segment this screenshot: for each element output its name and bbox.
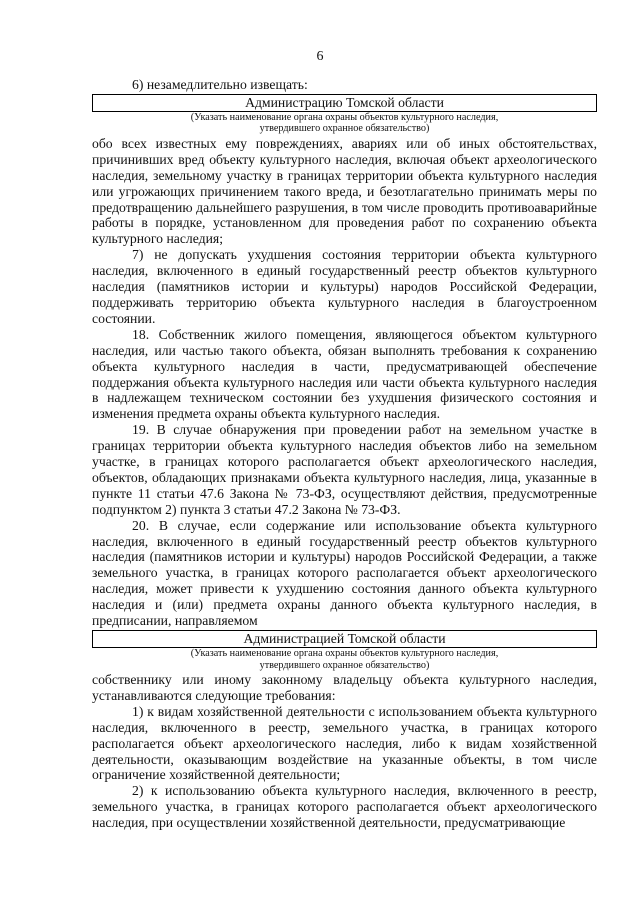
authority-field-2[interactable]: Администрацией Томской области bbox=[92, 630, 597, 648]
paragraph-19: 19. В случае обнаружения при проведении работ на земельном участке в границах территории объекта культурного наследия объектов либо на земельном участке, в границах которого располагается объект археологического наследия, объектов, обладающих признаками объекта культурного наследия, лица, указанные в пункте 11 статьи 47.6 Закона № 73-ФЗ, осуществляют действия, предусмотренные подпунктом 2) пункта 3 статьи 47.2 Закона № 73-ФЗ. bbox=[92, 422, 597, 517]
caption-line: (Указать наименование органа охраны объектов культурного наследия, bbox=[190, 111, 499, 123]
caption-line: утвердившего охранное обязательство) bbox=[259, 659, 430, 671]
authority-field-1[interactable]: Администрацию Томской области bbox=[92, 94, 597, 112]
authority-field-2-caption bbox=[92, 648, 597, 671]
paragraph-20-continuation: собственнику или иному законному владельцу объекта культурного наследия, устанавливаются следующие требования: bbox=[92, 672, 597, 703]
document-body bbox=[92, 77, 597, 831]
item-6-body: обо всех известных ему повреждениях, авариях или об иных обстоятельствах, причинивших вред объекту культурного наследия, включая объект археологического наследия, земельному участку в границах территории объекта культурного наследия или угрожающих причинением такого вреда, и безотлагательно принимать меры по предотвращению дальнейшего разрушения, в том числе проводить противоаварийные работы в порядке, установленном для проведения работ по сохранению объекта культурного наследия; bbox=[92, 135, 597, 247]
authority-field-1-caption bbox=[92, 112, 597, 135]
paragraph-20: 20. В случае, если содержание или использование объекта культурного наследия, включенного в единый государственный реестр объектов культурного наследия (памятников истории и культуры) народов Российской Федерации, а также земельного участка, в границах которого располагается объект археологического наследия, может привести к ухудшению состояния данного объекта культурного наследия и (или) предмета охраны данного объекта культурного наследия, в предписании, направляемом bbox=[92, 517, 597, 629]
caption-line: (Указать наименование органа охраны объектов культурного наследия, bbox=[190, 648, 499, 659]
requirement-2: 2) к использованию объекта культурного наследия, включенного в реестр, земельного участка, в границах которого располагается объект археологического наследия, при осуществлении хозяйственной деятельности, предусматривающие bbox=[92, 783, 597, 831]
caption-line: утвердившего охранное обязательство) bbox=[259, 123, 430, 135]
requirement-1: 1) к видам хозяйственной деятельности с использованием объекта культурного наследия, включенного в реестр, земельного участка, в границах которого располагается объект археологического наследия, либо к видам хозяйственной деятельности, оказывающим воздействие на указанные объекты, в том числе ограничение хозяйственной деятельности; bbox=[92, 703, 597, 783]
page-number: 6 bbox=[316, 49, 324, 64]
item-7: 7) не допускать ухудшения состояния территории объекта культурного наследия, включенного в единый государственный реестр объектов культурного наследия (памятников истории и культуры) народов Российской Федерации, поддерживать территорию объекта культурного наследия в благоустроенном состоянии. bbox=[92, 247, 597, 326]
paragraph-18: 18. Собственник жилого помещения, являющегося объектом культурного наследия, или частью такого объекта, обязан выполнять требования к сохранению объекта культурного наследия в части, предусматривающей обеспечение поддержания объекта культурного наследия или части объекта культурного наследия в надлежащем техническом состоянии без ухудшения физического состояния и изменения предмета охраны объекта культурного наследия. bbox=[92, 326, 597, 422]
item-6-lead: 6) незамедлительно извещать: bbox=[132, 77, 308, 92]
